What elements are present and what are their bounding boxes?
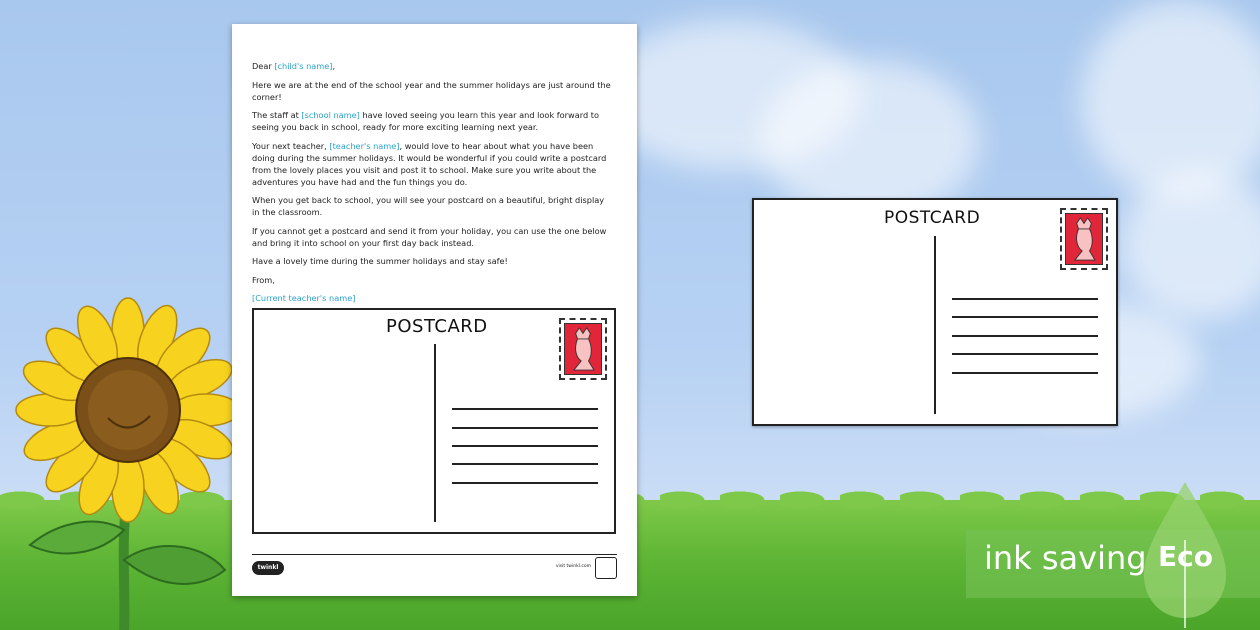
address-line	[952, 298, 1098, 300]
school-name-placeholder: [school name]	[301, 110, 360, 120]
postcard-divider	[934, 236, 936, 414]
address-line	[952, 335, 1098, 337]
stamp-icon	[1060, 208, 1108, 270]
paragraph-3: Your next teacher, [teacher's name], would love to hear about what you have been doing during the summer holidays. It would be wonderful if you could write a postcard from the lovely places you visit and post it to school. Make sure you write about the adventures you have had and the fun things you do.	[252, 140, 607, 187]
cloud	[1120, 170, 1260, 320]
postcard-title: POSTCARD	[884, 208, 981, 228]
address-line	[952, 372, 1098, 374]
letter-sheet	[232, 24, 637, 596]
signature-placeholder: [Current teacher's name]	[252, 293, 356, 303]
standalone-postcard	[752, 198, 1118, 426]
address-line	[952, 316, 1098, 318]
paragraph-5: If you cannot get a postcard and send it from your holiday, you can use the one below and bring it into school on your first day back instead.	[252, 225, 607, 248]
address-line	[452, 427, 598, 429]
twinkl-logo: twinkl	[252, 561, 284, 575]
address-line	[952, 353, 1098, 355]
ink-saving-label: ink saving	[984, 539, 1147, 577]
address-line	[452, 445, 598, 447]
closing: From,	[252, 274, 275, 285]
address-line	[452, 482, 598, 484]
child-name-placeholder: [child's name]	[274, 61, 333, 71]
address-line	[452, 463, 598, 465]
cloud	[1080, 0, 1260, 200]
greeting: Dear [child's name],	[252, 61, 336, 71]
eco-label: Eco	[1158, 540, 1213, 573]
paragraph-2: The staff at [school name] have loved seeing you learn this year and look forward to seeing you back in school, ready for more exciting learning next year.	[252, 110, 599, 132]
cloud	[760, 60, 980, 220]
postcard-title: POSTCARD	[386, 316, 488, 337]
visit-link-text: visit twinkl.com	[555, 564, 591, 569]
sheet-footer	[252, 554, 617, 585]
postcard-divider	[434, 344, 436, 522]
letter-body	[252, 60, 614, 311]
stamp-icon	[559, 318, 607, 380]
badge-icon	[595, 557, 617, 579]
paragraph-4: When you get back to school, you will see your postcard on a beautiful, bright display in the classroom.	[252, 195, 605, 217]
teacher-name-placeholder: [teacher's name]	[329, 140, 400, 151]
letter-postcard	[252, 308, 616, 534]
sunflower-illustration	[0, 290, 250, 630]
paragraph-6: Have a lovely time during the summer holidays and stay safe!	[252, 256, 508, 266]
address-line	[452, 408, 598, 410]
paragraph-1: Here we are at the end of the school year and the summer holidays are just around the corner!	[252, 79, 611, 102]
